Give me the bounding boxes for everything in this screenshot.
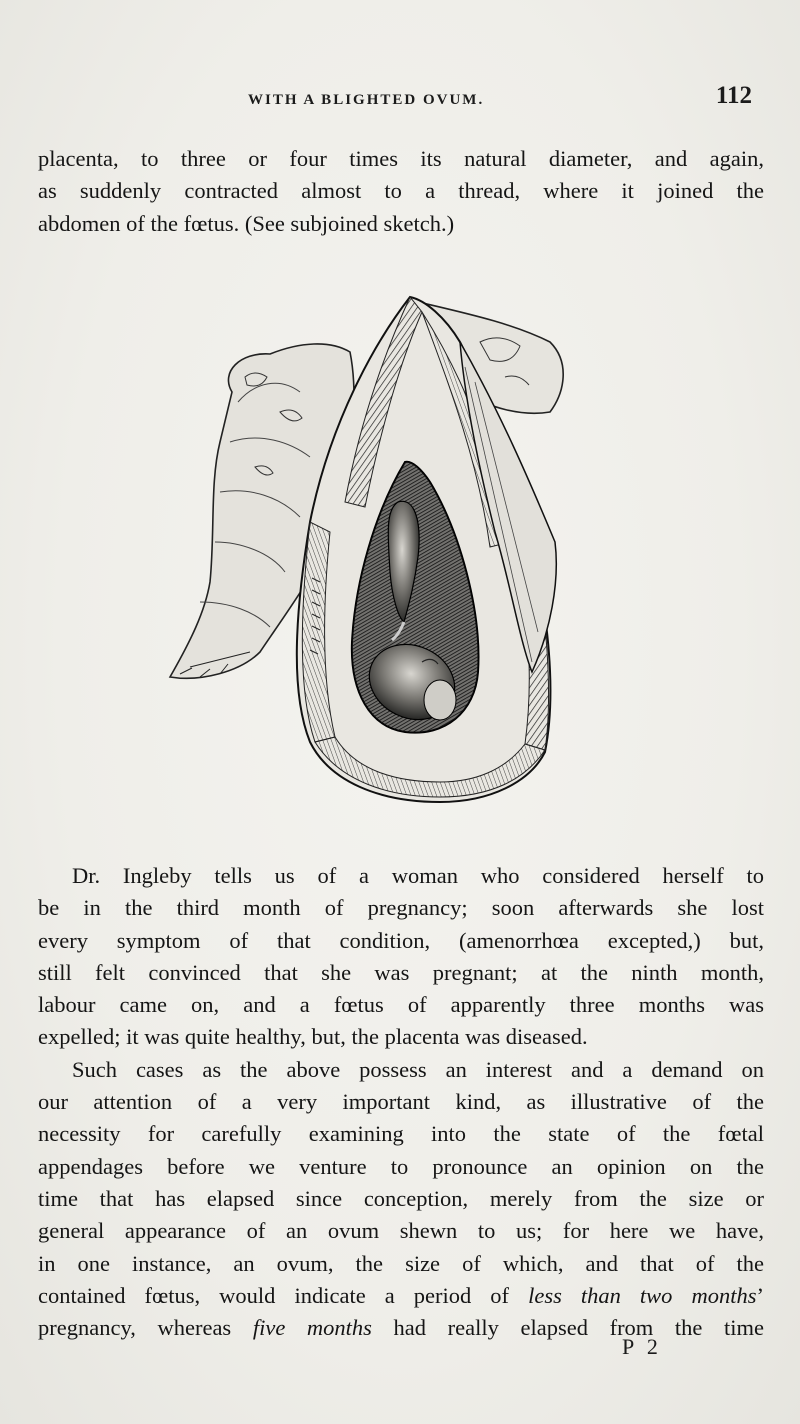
top-paragraph bbox=[38, 143, 764, 240]
text-line: as suddenly contracted almost to a thread, where it joined the bbox=[38, 178, 764, 204]
page-number: 112 bbox=[715, 82, 752, 109]
text-line: every symptom of that condition, (amenorrhœa excepted,) but, bbox=[38, 927, 764, 953]
italic-phrase: five months bbox=[252, 1315, 372, 1341]
text-line: be in the third month of pregnancy; soon afterwards she lost bbox=[38, 895, 764, 921]
text-line: expelled; it was quite healthy, but, the placenta was diseased. bbox=[38, 1024, 588, 1050]
text-segment: had really elapsed from the time bbox=[371, 1315, 765, 1341]
text-line: time that has elapsed since conception, merely from the size or bbox=[38, 1185, 764, 1211]
text-line: placenta, to three or four times its natural diameter, and again, bbox=[38, 146, 764, 171]
body-text bbox=[38, 860, 764, 1344]
signature-mark: P 2 bbox=[622, 1334, 662, 1359]
text-line: necessity for carefully examining into the state of the fœtal bbox=[38, 1121, 764, 1147]
text-line: our attention of a very important kind, as illustrative of the bbox=[38, 1089, 764, 1115]
text-line: Dr. Ingleby tells us of a woman who considered herself to bbox=[72, 863, 764, 888]
text-line: in one instance, an ovum, the size of which, and that of the bbox=[38, 1250, 764, 1276]
page-header bbox=[120, 82, 760, 118]
text-segment: contained fœtus, would indicate a period of bbox=[38, 1282, 510, 1308]
text-line: Such cases as the above possess an interest and a demand on bbox=[72, 1056, 764, 1082]
blighted-ovum-engraving-icon bbox=[160, 282, 600, 842]
text-segment: pregnancy, whereas bbox=[38, 1315, 232, 1341]
text-line: abdomen of the fœtus. (See subjoined sketch.) bbox=[38, 210, 455, 236]
text-segment: ’ bbox=[756, 1282, 764, 1308]
italic-phrase: less than two months bbox=[528, 1282, 757, 1308]
text-line: labour came on, and a fœtus of apparently three months was bbox=[38, 992, 764, 1018]
text-line-with-italic bbox=[38, 1280, 764, 1312]
text-line: still felt convinced that she was pregnant; at the ninth month, bbox=[38, 959, 764, 985]
text-line: general appearance of an ovum shewn to us; for here we have, bbox=[38, 1218, 764, 1244]
running-head: WITH A BLIGHTED OVUM. bbox=[248, 92, 485, 108]
text-line: appendages before we venture to pronounce an opinion on the bbox=[38, 1153, 764, 1179]
